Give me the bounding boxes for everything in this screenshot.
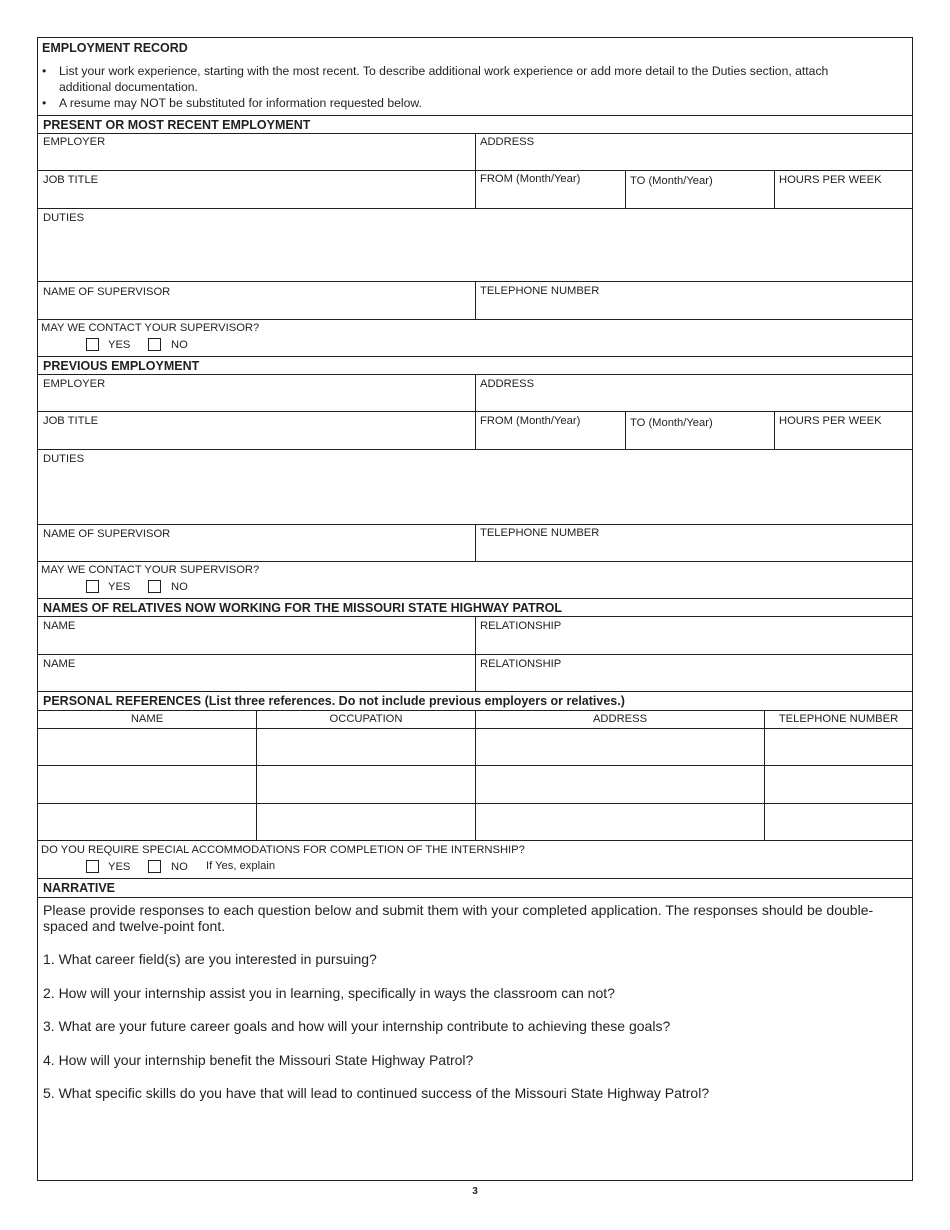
no-label: NO [171, 581, 188, 593]
table-row [38, 765, 912, 766]
previous-address-field[interactable]: ADDRESS [480, 378, 535, 390]
present-to-field[interactable]: TO (Month/Year) [630, 175, 713, 187]
divider [38, 411, 912, 412]
previous-job-title-field[interactable]: JOB TITLE [43, 415, 99, 427]
present-job-title-field[interactable]: JOB TITLE [43, 174, 99, 186]
previous-to-field[interactable]: TO (Month/Year) [630, 417, 713, 429]
narrative-intro-line2: spaced and twelve-point font. [43, 918, 226, 934]
table-row [38, 803, 912, 804]
narrative-question-1: 1. What career field(s) are you interested in pursuing? [43, 951, 377, 967]
bullet-icon: • [42, 96, 47, 110]
present-supervisor-field[interactable]: NAME OF SUPERVISOR [43, 286, 171, 298]
column-divider [774, 170, 775, 208]
divider [38, 208, 912, 209]
yes-label: YES [108, 339, 131, 351]
references-header-address: ADDRESS [592, 713, 648, 725]
relatives-title: NAMES OF RELATIVES NOW WORKING FOR THE MISSOURI STATE HIGHWAY PATROL [43, 601, 562, 615]
employment-record-title: EMPLOYMENT RECORD [42, 41, 188, 55]
narrative-title: NARRATIVE [43, 881, 115, 895]
divider [38, 561, 912, 562]
column-divider [625, 170, 626, 208]
narrative-question-4: 4. How will your internship benefit the Missouri State Highway Patrol? [43, 1052, 474, 1068]
references-header-name: NAME [130, 713, 164, 725]
divider [38, 691, 912, 692]
divider [38, 319, 912, 320]
relative-relationship-field-2[interactable]: RELATIONSHIP [480, 658, 562, 670]
references-title: PERSONAL REFERENCES (List three references. Do not include previous employers or relatives.) [43, 694, 625, 708]
relative-relationship-field-1[interactable]: RELATIONSHIP [480, 620, 562, 632]
accommodations-question: DO YOU REQUIRE SPECIAL ACCOMMODATIONS FOR COMPLETION OF THE INTERNSHIP? [41, 844, 525, 856]
previous-from-field[interactable]: FROM (Month/Year) [480, 415, 581, 427]
previous-hours-field[interactable]: HOURS PER WEEK [779, 415, 882, 427]
present-address-field[interactable]: ADDRESS [480, 136, 535, 148]
narrative-question-5: 5. What specific skills do you have that will lead to continued success of the Missouri State Highway Patrol? [43, 1085, 710, 1101]
present-employer-field[interactable]: EMPLOYER [43, 136, 106, 148]
accommodations-yes-checkbox[interactable] [86, 860, 99, 873]
column-divider [475, 524, 476, 561]
present-from-field[interactable]: FROM (Month/Year) [480, 173, 581, 185]
previous-employer-field[interactable]: EMPLOYER [43, 378, 106, 390]
column-divider [764, 710, 765, 840]
yes-label: YES [108, 861, 131, 873]
bullet-icon: • [42, 64, 47, 78]
previous-telephone-field[interactable]: TELEPHONE NUMBER [480, 527, 600, 539]
previous-contact-no-checkbox[interactable] [148, 580, 161, 593]
accommodations-no-checkbox[interactable] [148, 860, 161, 873]
accommodations-explain-label: If Yes, explain [206, 860, 276, 872]
previous-employment-title: PREVIOUS EMPLOYMENT [43, 359, 200, 373]
divider [38, 449, 912, 450]
present-telephone-field[interactable]: TELEPHONE NUMBER [480, 285, 600, 297]
relative-name-field-1[interactable]: NAME [43, 620, 76, 632]
table-row [38, 840, 912, 841]
references-header-occupation: OCCUPATION [329, 713, 403, 725]
no-label: NO [171, 339, 188, 351]
page-number: 3 [472, 1186, 478, 1197]
relative-name-field-2[interactable]: NAME [43, 658, 76, 670]
divider [38, 115, 912, 116]
present-employment-title: PRESENT OR MOST RECENT EMPLOYMENT [43, 118, 311, 132]
previous-contact-question: MAY WE CONTACT YOUR SUPERVISOR? [41, 564, 260, 576]
bullet1-line2: additional documentation. [59, 80, 198, 94]
column-divider [475, 281, 476, 319]
yes-label: YES [108, 581, 131, 593]
narrative-question-2: 2. How will your internship assist you in learning, specifically in ways the classroom can not? [43, 985, 615, 1001]
bullet2-text: A resume may NOT be substituted for information requested below. [59, 96, 422, 110]
previous-duties-field[interactable]: DUTIES [43, 453, 85, 465]
divider [38, 598, 912, 599]
divider [38, 170, 912, 171]
present-contact-yes-checkbox[interactable] [86, 338, 99, 351]
narrative-intro-line1: Please provide responses to each question below and submit them with your completed application. The responses should be double- [43, 902, 874, 918]
present-contact-no-checkbox[interactable] [148, 338, 161, 351]
references-header-telephone: TELEPHONE NUMBER [778, 713, 899, 725]
column-divider [625, 411, 626, 449]
narrative-question-3: 3. What are your future career goals and how will your internship contribute to achieving these goals? [43, 1018, 671, 1034]
present-hours-field[interactable]: HOURS PER WEEK [779, 174, 882, 186]
bullet1-line1: List your work experience, starting with the most recent. To describe additional work experience or add more detail to the Duties section, attach [59, 64, 829, 78]
employment-form [37, 37, 913, 1181]
divider [38, 878, 912, 879]
divider [38, 897, 912, 898]
divider [38, 356, 912, 357]
previous-supervisor-field[interactable]: NAME OF SUPERVISOR [43, 528, 171, 540]
present-duties-field[interactable]: DUTIES [43, 212, 85, 224]
no-label: NO [171, 861, 188, 873]
divider [38, 654, 912, 655]
previous-contact-yes-checkbox[interactable] [86, 580, 99, 593]
column-divider [475, 710, 476, 840]
column-divider [256, 710, 257, 840]
column-divider [774, 411, 775, 449]
present-contact-question: MAY WE CONTACT YOUR SUPERVISOR? [41, 322, 260, 334]
